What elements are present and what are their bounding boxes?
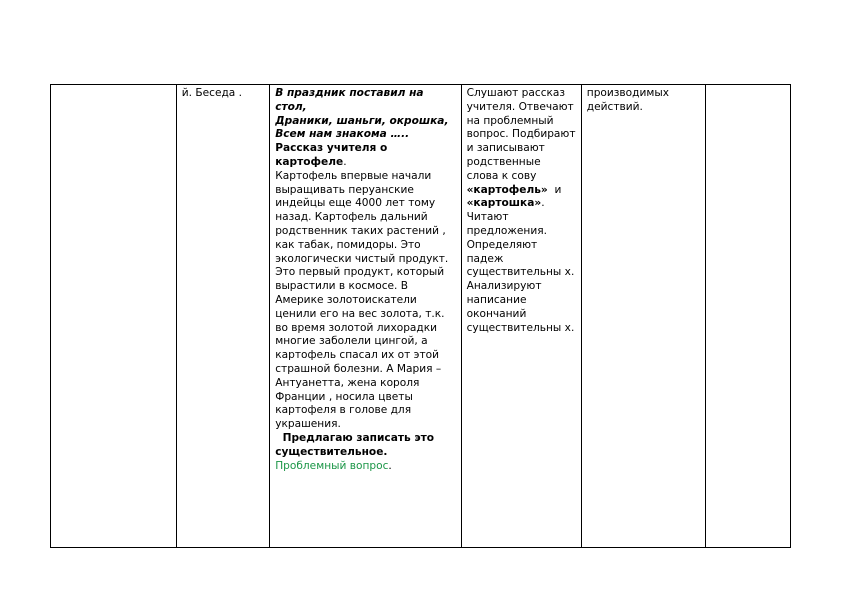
problem-question: Проблемный вопрос xyxy=(275,459,389,472)
student-word-1: «картофель» xyxy=(466,183,548,196)
poem-line: В праздник поставил на стол, xyxy=(275,87,424,113)
table-row xyxy=(51,85,791,548)
cell-teacher-activity xyxy=(270,85,461,548)
lesson-plan-table xyxy=(50,84,791,548)
student-word-2: «картошка» xyxy=(466,197,542,210)
cell-notes xyxy=(706,85,791,548)
problem-question-line xyxy=(275,460,455,474)
story-title: Рассказ учителя о картофеле xyxy=(275,142,388,168)
poem-line: Драники, шаньги, окрошка, xyxy=(275,114,449,127)
poem-line: Всем нам знакома ….. xyxy=(275,128,410,141)
cell-stage xyxy=(51,85,177,548)
student-text-a: Слушают рассказ учителя. Отвечают на проблемный вопрос. Подбирают и записывают родственные слова к сову xyxy=(466,87,576,182)
student-text-c: . Читают предложения. Определяют падеж существительны х. Анализируют написание окончаний существительны х. xyxy=(466,197,575,334)
cell-student-activity xyxy=(461,85,581,548)
cell-results: производимых действий. xyxy=(581,85,706,548)
problem-question-punct: . xyxy=(388,459,392,472)
story-title-punct: . xyxy=(343,155,347,168)
cell-method: й. Беседа . xyxy=(176,85,269,548)
story-heading xyxy=(275,142,455,170)
story-text: Картофель впервые начали выращивать перуанские индейцы еще 4000 лет тому назад. Картофель дальний родственник таких растений , как табак, помидоры. Это экологически чистый продукт. Это первый продукт, который вырастили в космосе. В Америке золотоискатели ценили его на вес золота, т.к. во время золотой лихорадки многие заболели цингой, а картофель спасал их от этой страшной болезни. А Мария – Антуанетта, жена короля Франции , носила цветы картофеля в голове для украшения. xyxy=(275,169,449,431)
task-text: Предлагаю записать это существительное. xyxy=(275,431,438,458)
student-text-b: и xyxy=(547,183,565,196)
